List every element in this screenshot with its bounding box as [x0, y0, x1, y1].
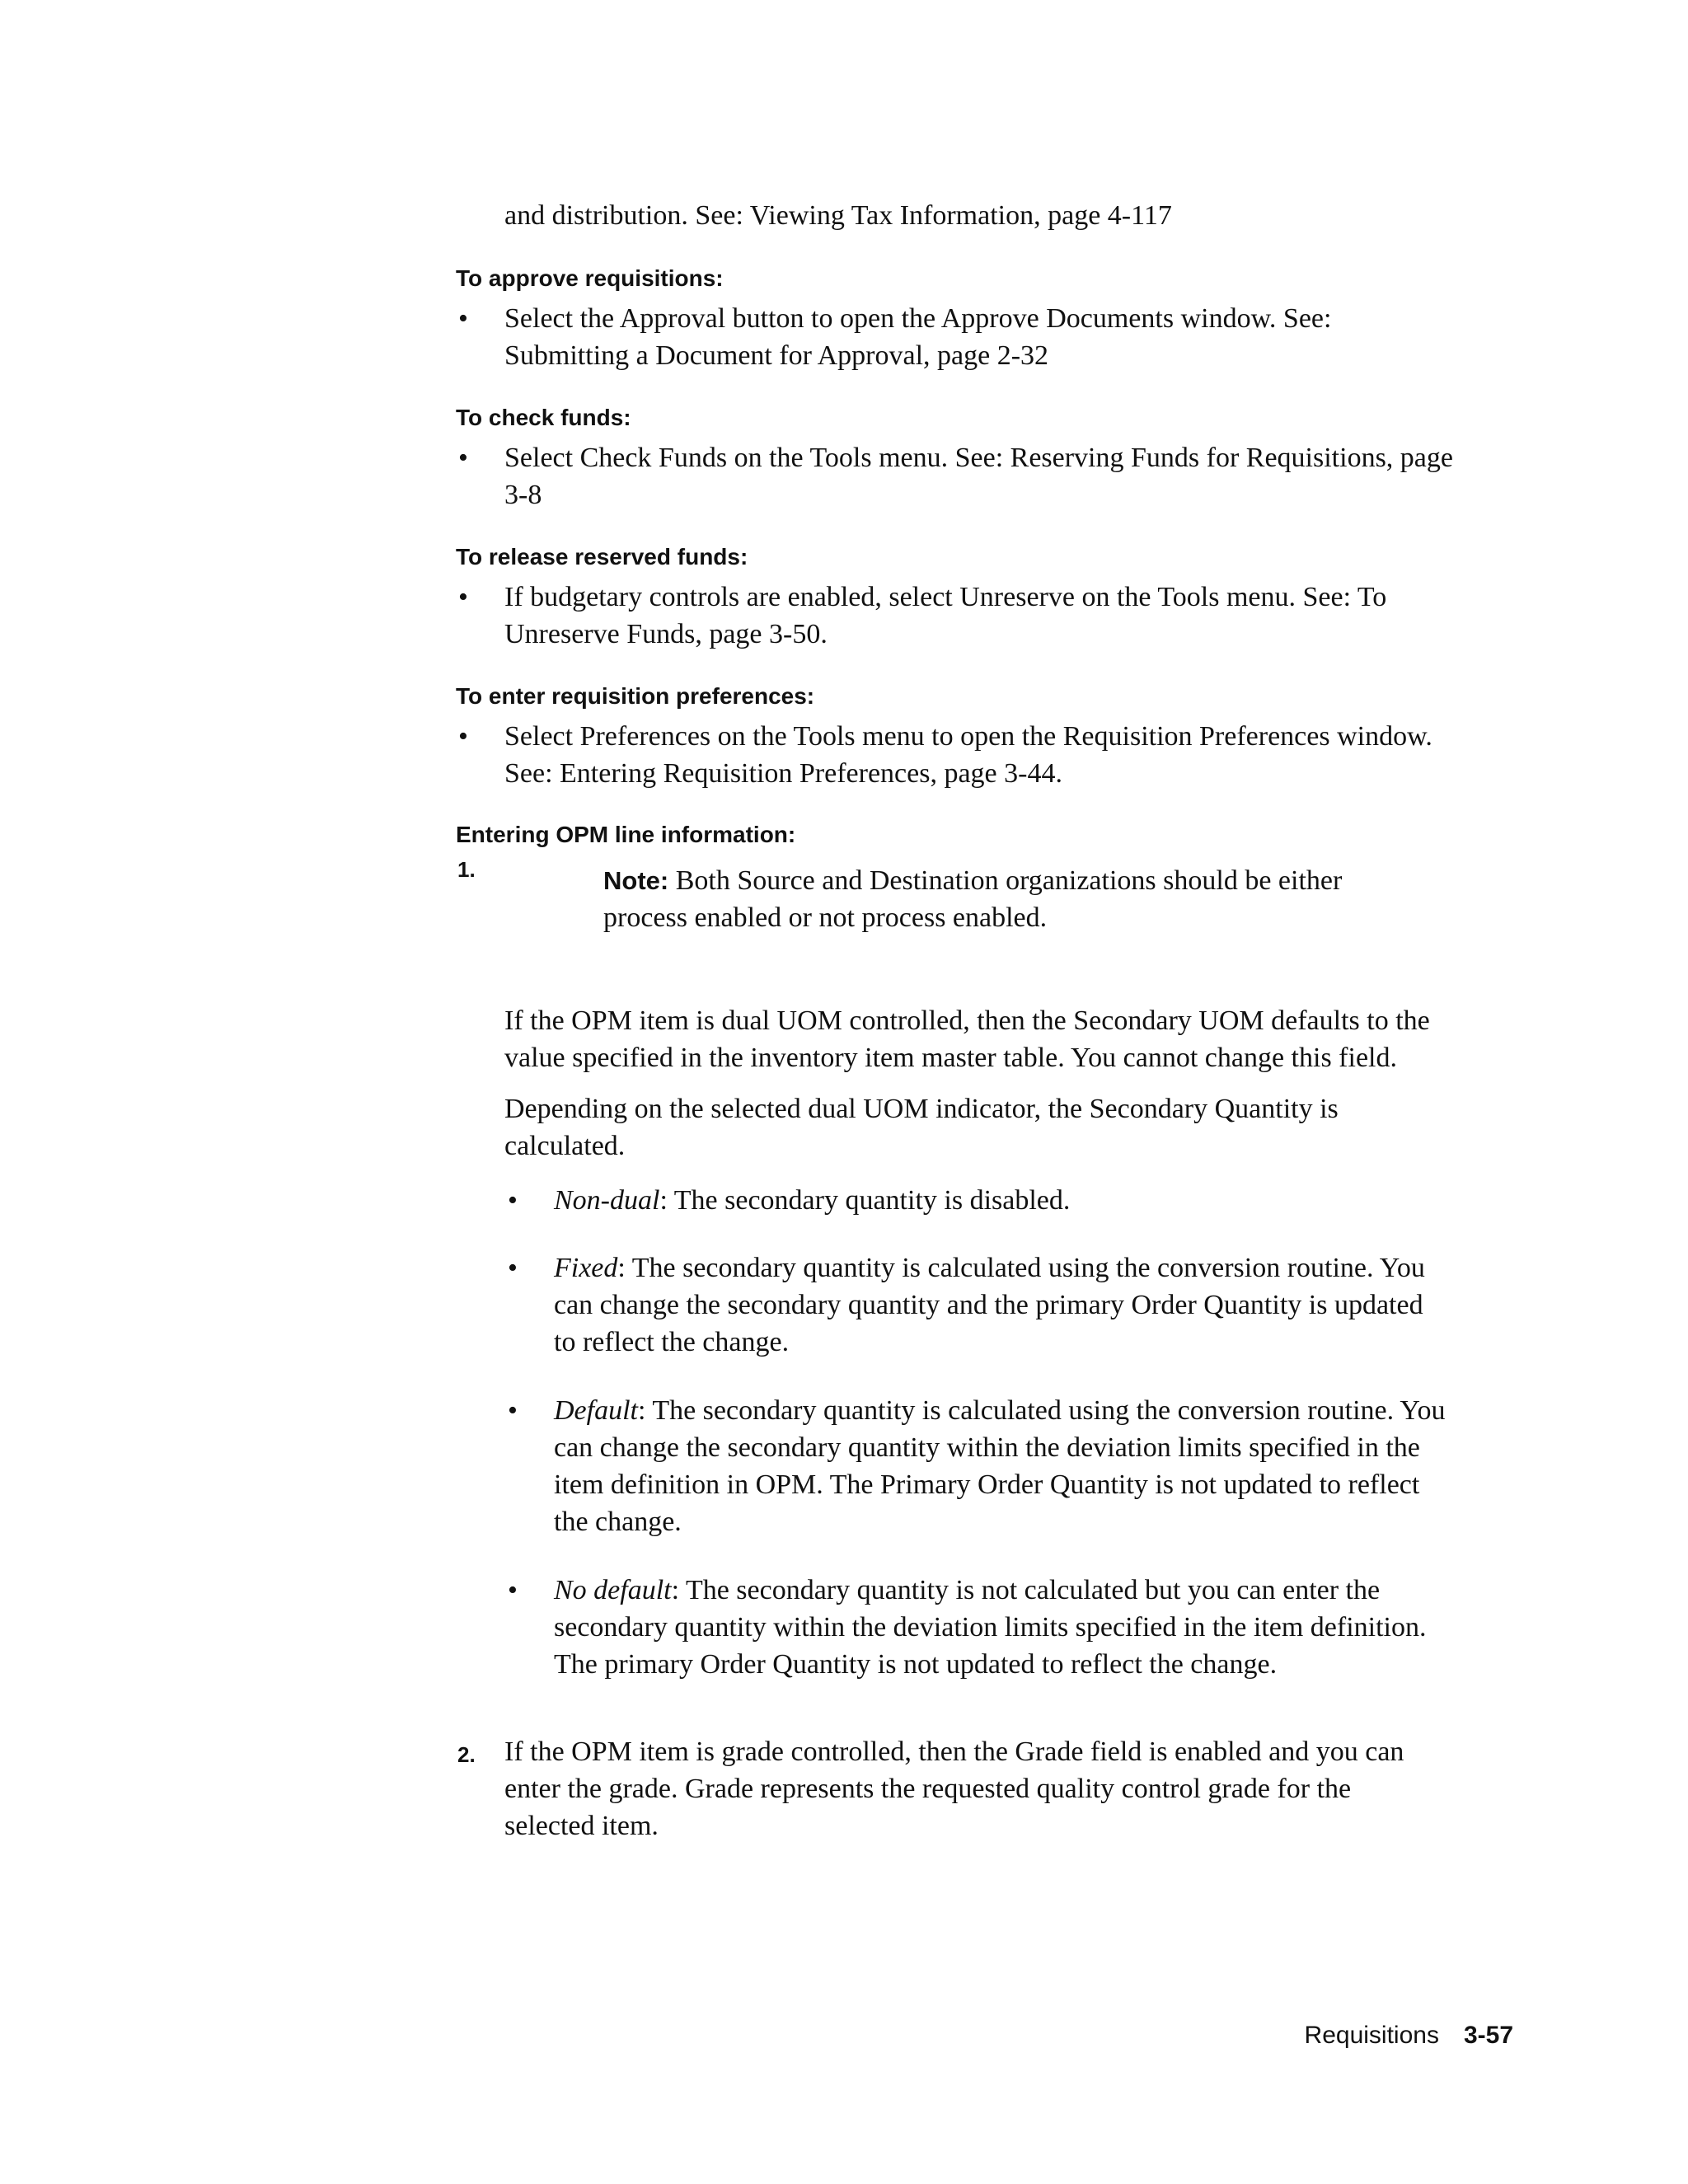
step-number: 1. — [457, 857, 476, 882]
bullet-dot: • — [458, 303, 468, 334]
bullet-dot: • — [508, 1395, 518, 1426]
text-line: to reflect the change. — [554, 1327, 790, 1357]
check-funds-bullet-text — [504, 439, 1526, 513]
step-number: 2. — [457, 1742, 476, 1767]
page-number: 3-57 — [1463, 2022, 1513, 2049]
page-footer — [1305, 2021, 1513, 2050]
text-line: item definition in OPM. The Primary Order Quantity is not updated to reflect — [554, 1469, 1420, 1500]
text-line: See: Entering Requisition Preferences, page 3-44. — [504, 758, 1062, 789]
text-line: 3-8 — [504, 480, 542, 510]
text-line: selected item. — [504, 1811, 659, 1841]
continuation-text: and distribution. See: Viewing Tax Information, page 4-117 — [504, 200, 1172, 231]
term: Default — [554, 1395, 638, 1426]
text-line: Unreserve Funds, page 3-50. — [504, 619, 828, 649]
text-line: Submitting a Document for Approval, page 2-32 — [504, 340, 1049, 371]
bullet-dot: • — [458, 582, 468, 612]
text-line — [554, 1392, 1526, 1429]
text-line: If the OPM item is dual UOM controlled, then the Secondary UOM defaults to the — [504, 1005, 1430, 1036]
secondary-quantity-paragraph — [504, 1090, 1526, 1165]
text-line: Depending on the selected dual UOM indicator, the Secondary Quantity is — [504, 1094, 1339, 1124]
bullet-dot: • — [508, 1185, 518, 1216]
dual-uom-paragraph — [504, 1002, 1526, 1076]
release-funds-bullet-text — [504, 579, 1526, 653]
text-line — [554, 1182, 1526, 1219]
text-line: The primary Order Quantity is not updated to reflect the change. — [554, 1649, 1278, 1680]
term: Non-dual — [554, 1185, 660, 1216]
text-line: enter the grade. Grade represents the requested quality control grade for the — [504, 1774, 1352, 1804]
grade-paragraph — [504, 1733, 1526, 1844]
note-label: Note: — [603, 866, 669, 895]
heading-approve-requisitions: To approve requisitions: — [456, 265, 724, 291]
text-line: If budgetary controls are enabled, select Unreserve on the Tools menu. See: To — [504, 582, 1387, 612]
note-block — [603, 862, 1510, 936]
term-text: : The secondary quantity is disabled. — [659, 1185, 1071, 1216]
heading-entering-opm-line-information: Entering OPM line information: — [456, 822, 796, 847]
text-line: If the OPM item is grade controlled, then the Grade field is enabled and you can — [504, 1736, 1404, 1767]
text-line: can change the secondary quantity and the primary Order Quantity is updated — [554, 1290, 1423, 1320]
text-line: secondary quantity within the deviation limits specified in the item definition. — [554, 1612, 1427, 1643]
term: Fixed — [554, 1253, 618, 1283]
term-text: : The secondary quantity is calculated using the conversion routine. You — [637, 1395, 1446, 1426]
text-line: Select the Approval button to open the Approve Documents window. See: — [504, 303, 1332, 334]
footer-section-name: Requisitions — [1304, 2022, 1439, 2049]
heading-requisition-preferences: To enter requisition preferences: — [456, 683, 815, 709]
note-text: Both Source and Destination organizations should be either — [668, 865, 1343, 896]
text-line: Select Check Funds on the Tools menu. See: Reserving Funds for Requisitions, page — [504, 443, 1453, 473]
text-line — [554, 1572, 1526, 1609]
bullet-dot: • — [458, 721, 468, 752]
term-text: : The secondary quantity is not calculated but you can enter the — [671, 1575, 1381, 1605]
bullet-dot: • — [508, 1575, 518, 1605]
default-bullet — [554, 1392, 1526, 1540]
text-line: the change. — [554, 1507, 682, 1537]
text-line: process enabled or not process enabled. — [603, 902, 1048, 933]
fixed-bullet — [554, 1249, 1526, 1361]
text-line: value specified in the inventory item master table. You cannot change this field. — [504, 1043, 1397, 1073]
preferences-bullet-text — [504, 718, 1526, 792]
text-line — [603, 862, 1510, 899]
text-line: calculated. — [504, 1131, 626, 1161]
heading-release-reserved-funds: To release reserved funds: — [456, 544, 748, 569]
text-line: can change the secondary quantity within the deviation limits specified in the — [554, 1432, 1420, 1463]
no-default-bullet — [554, 1572, 1526, 1683]
text-line — [554, 1249, 1526, 1286]
term: No default — [554, 1575, 672, 1605]
heading-check-funds: To check funds: — [456, 405, 631, 430]
text-line: Select Preferences on the Tools menu to open the Requisition Preferences window. — [504, 721, 1432, 752]
term-text: : The secondary quantity is calculated using the conversion routine. You — [617, 1253, 1425, 1283]
bullet-dot: • — [508, 1253, 518, 1283]
non-dual-bullet — [554, 1182, 1526, 1219]
approve-bullet-text — [504, 300, 1526, 374]
bullet-dot: • — [458, 443, 468, 473]
